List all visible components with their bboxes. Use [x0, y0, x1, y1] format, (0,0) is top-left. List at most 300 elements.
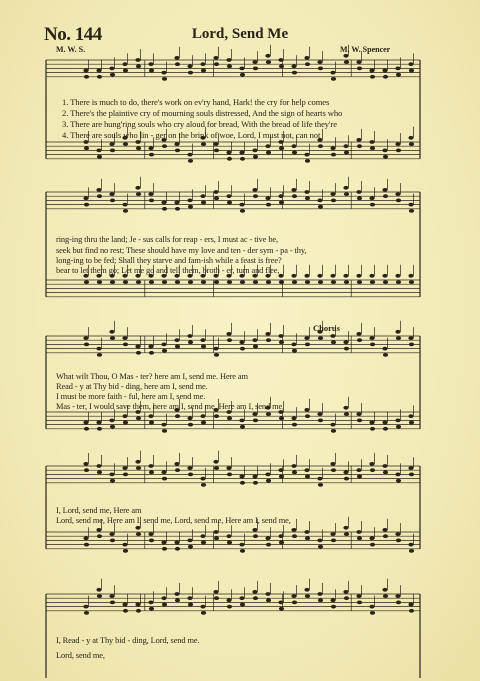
note-head — [136, 466, 141, 470]
note-head — [330, 71, 335, 75]
note-head — [331, 153, 336, 157]
note-head — [201, 280, 206, 284]
note-head — [252, 412, 257, 416]
note-head — [370, 468, 375, 472]
note-head — [304, 588, 309, 592]
note-head — [408, 414, 413, 418]
note-head — [253, 419, 258, 423]
note-head — [304, 468, 309, 472]
note-head — [84, 611, 89, 615]
note-head — [357, 601, 362, 605]
note-head — [278, 58, 283, 62]
note-head — [174, 201, 179, 205]
note-head — [304, 530, 309, 534]
note-head — [149, 470, 154, 474]
note-head — [239, 203, 244, 207]
hymn-title: Lord, Send Me — [191, 26, 289, 42]
note-head — [136, 280, 141, 284]
note-head — [239, 340, 244, 344]
note-head — [109, 330, 114, 334]
note-head — [161, 541, 166, 545]
note-head — [201, 142, 206, 146]
note-head — [304, 408, 309, 412]
note-head — [291, 528, 296, 532]
note-head — [201, 201, 206, 205]
note-head — [96, 588, 101, 592]
verse-line-1: 1. There is much to do, there's work on ev'ry hand, Hark! the cry for help comes — [62, 97, 330, 107]
note-head — [292, 534, 297, 538]
note-head — [357, 67, 362, 71]
note-head — [226, 194, 231, 198]
note-head — [240, 603, 245, 607]
note-head — [149, 280, 154, 284]
note-head — [214, 62, 219, 66]
note-head — [226, 58, 231, 62]
note-head — [369, 462, 374, 466]
note-head — [291, 188, 296, 192]
note-head — [343, 144, 348, 148]
note-head — [383, 75, 388, 79]
note-head — [395, 594, 400, 598]
note-head — [200, 194, 205, 198]
note-head — [174, 541, 179, 545]
note-head — [162, 547, 167, 551]
note-head — [110, 149, 115, 153]
note-head — [318, 144, 323, 148]
note-head — [84, 343, 89, 347]
note-head — [292, 423, 297, 427]
note-head — [96, 69, 101, 73]
note-head — [148, 62, 153, 66]
note-head — [97, 75, 102, 79]
note-head — [330, 598, 335, 602]
note-head — [305, 414, 310, 418]
note-head — [369, 336, 374, 340]
note-head — [214, 414, 219, 418]
note-head — [317, 539, 322, 543]
note-head — [122, 466, 127, 470]
note-head — [96, 421, 101, 425]
note-head — [84, 468, 89, 472]
note-head — [383, 155, 388, 159]
note-head — [331, 77, 336, 81]
note-head — [344, 412, 349, 416]
note-head — [396, 199, 401, 203]
note-head — [213, 56, 218, 60]
note-head — [161, 423, 166, 427]
note-head — [253, 194, 258, 198]
note-head — [344, 192, 349, 196]
note-head — [409, 473, 414, 477]
note-head — [188, 205, 193, 209]
note-head — [148, 414, 153, 418]
note-head — [408, 603, 413, 607]
note-head — [149, 607, 154, 611]
note-head — [213, 142, 218, 146]
note-head — [382, 188, 387, 192]
note-head — [148, 601, 153, 605]
note-head — [226, 598, 231, 602]
note-head — [265, 144, 270, 148]
note-head — [135, 603, 140, 607]
note-head — [370, 146, 375, 150]
note-head — [110, 479, 115, 483]
note-head — [110, 199, 115, 203]
note-head — [110, 601, 115, 605]
verse-line-4: 4. There are souls who lin - ger on the brink of woe, Lord, I must not, can not — [62, 130, 321, 140]
note-head — [370, 203, 375, 207]
note-head — [162, 603, 167, 607]
note-head — [110, 73, 115, 77]
note-head — [330, 334, 335, 338]
note-head — [110, 336, 115, 340]
note-head — [84, 427, 89, 431]
note-head — [227, 157, 232, 161]
note-head — [383, 194, 388, 198]
note-head — [408, 203, 413, 207]
note-head — [253, 67, 258, 71]
note-head — [369, 196, 374, 200]
note-head — [408, 274, 413, 278]
note-head — [136, 532, 141, 536]
note-head — [162, 280, 167, 284]
note-head — [370, 280, 375, 284]
note-head — [279, 280, 284, 284]
note-head — [188, 280, 193, 284]
note-head — [84, 146, 89, 150]
note-head — [148, 532, 153, 536]
note-head — [123, 142, 128, 146]
note-head — [175, 345, 180, 349]
note-head — [214, 353, 219, 357]
note-head — [370, 75, 375, 79]
note-head — [396, 280, 401, 284]
note-head — [344, 60, 349, 64]
note-head — [253, 534, 258, 538]
note-head — [357, 419, 362, 423]
note-head — [136, 351, 141, 355]
note-head — [279, 475, 284, 479]
note-head — [382, 149, 387, 153]
note-head — [291, 64, 296, 68]
note-head — [187, 334, 192, 338]
note-head — [187, 199, 192, 203]
note-head — [396, 479, 401, 483]
note-head — [292, 194, 297, 198]
system3-lyric-1: What wilt Thou, O Mas - ter? here am I, send me. Here am — [56, 372, 248, 381]
note-head — [279, 64, 284, 68]
note-head — [292, 349, 297, 353]
note-head — [344, 347, 349, 351]
system3-lyric-3: I must be more faith - ful, here am I, send me. — [56, 392, 206, 401]
note-head — [343, 470, 348, 474]
system2-lyric-1: ring-ing thru the land; Je - sus calls for reap - ers, I must ac - tive be, — [56, 235, 279, 244]
note-head — [162, 349, 167, 353]
note-head — [344, 151, 349, 155]
note-head — [174, 592, 179, 596]
note-head — [382, 464, 387, 468]
note-head — [317, 60, 322, 64]
note-head — [344, 596, 349, 600]
note-head — [253, 155, 258, 159]
note-head — [408, 543, 413, 547]
note-head — [136, 146, 141, 150]
note-head — [317, 199, 322, 203]
note-head — [188, 423, 193, 427]
note-head — [135, 526, 140, 530]
note-head — [253, 280, 258, 284]
note-head — [318, 67, 323, 71]
note-head — [395, 67, 400, 71]
note-head — [305, 594, 310, 598]
note-head — [291, 144, 296, 148]
note-head — [317, 592, 322, 596]
note-head — [382, 69, 387, 73]
note-head — [83, 605, 88, 609]
note-head — [278, 534, 283, 538]
note-head — [148, 345, 153, 349]
note-head — [161, 470, 166, 474]
note-head — [109, 594, 114, 598]
note-head — [96, 149, 101, 153]
note-head — [83, 536, 88, 540]
note-head — [252, 60, 257, 64]
note-head — [383, 427, 388, 431]
note-head — [369, 274, 374, 278]
note-head — [83, 336, 88, 340]
note-head — [84, 75, 89, 79]
note-head — [304, 190, 309, 194]
system2-lyric-3: long-ing to be fed; Shall they starve and fam-ish while a feast is free? — [56, 256, 282, 265]
note-head — [252, 188, 257, 192]
note-head — [174, 462, 179, 466]
note-head — [305, 62, 310, 66]
note-head — [227, 605, 232, 609]
note-head — [97, 353, 102, 357]
system4-lyric-1: I, Lord, send me, Here am — [56, 506, 142, 515]
note-head — [123, 69, 128, 73]
note-head — [252, 475, 257, 479]
note-head — [318, 336, 323, 340]
note-head — [122, 543, 127, 547]
note-head — [265, 592, 270, 596]
note-head — [304, 274, 309, 278]
note-head — [97, 280, 102, 284]
note-head — [356, 138, 361, 142]
note-head — [356, 530, 361, 534]
note-head — [83, 421, 88, 425]
note-head — [265, 332, 270, 336]
note-head — [304, 336, 309, 340]
note-head — [408, 466, 413, 470]
note-head — [136, 609, 141, 613]
note-head — [356, 412, 361, 416]
note-head — [84, 203, 89, 207]
note-head — [396, 336, 401, 340]
note-head — [97, 155, 102, 159]
note-head — [136, 64, 141, 68]
note-head — [395, 330, 400, 334]
note-head — [370, 427, 375, 431]
note-head — [304, 153, 309, 157]
note-head — [252, 149, 257, 153]
system3-lyric-2: Read - y at Thy bid - ding, here am I, send me. — [56, 382, 208, 391]
note-head — [370, 343, 375, 347]
note-head — [83, 462, 88, 466]
note-head — [357, 196, 362, 200]
note-head — [253, 481, 258, 485]
note-head — [214, 280, 219, 284]
note-head — [227, 541, 232, 545]
note-head — [343, 590, 348, 594]
note-head — [240, 481, 245, 485]
note-head — [318, 205, 323, 209]
note-head — [396, 601, 401, 605]
note-head — [175, 149, 180, 153]
note-head — [279, 201, 284, 205]
note-head — [135, 345, 140, 349]
note-head — [109, 419, 114, 423]
note-head — [84, 280, 89, 284]
note-head — [331, 429, 336, 433]
note-head — [135, 140, 140, 144]
note-head — [291, 464, 296, 468]
note-head — [162, 77, 167, 81]
note-head — [188, 159, 193, 163]
note-head — [123, 343, 128, 347]
note-head — [149, 539, 154, 543]
note-head — [278, 140, 283, 144]
note-head — [409, 209, 414, 213]
system3-lyric-4: Mas - ter, I would save them, here am I, send me. Here am I, send me, — [56, 402, 285, 411]
note-head — [174, 56, 179, 60]
note-head — [240, 157, 245, 161]
note-head — [201, 541, 206, 545]
note-head — [292, 280, 297, 284]
note-head — [382, 274, 387, 278]
note-head — [265, 54, 270, 58]
note-head — [187, 466, 192, 470]
note-head — [226, 534, 231, 538]
note-head — [331, 539, 336, 543]
note-head — [266, 280, 271, 284]
note-head — [253, 345, 258, 349]
note-head — [213, 460, 218, 464]
note-head — [331, 340, 336, 344]
note-head — [187, 596, 192, 600]
note-head — [148, 146, 153, 150]
note-head — [213, 590, 218, 594]
note-head — [226, 151, 231, 155]
note-head — [162, 207, 167, 211]
note-head — [253, 596, 258, 600]
note-head — [343, 186, 348, 190]
note-head — [162, 477, 167, 481]
note-head — [265, 473, 270, 477]
note-head — [240, 425, 245, 429]
note-head — [318, 598, 323, 602]
note-head — [291, 594, 296, 598]
note-head — [266, 60, 271, 64]
note-head — [305, 475, 310, 479]
note-head — [357, 144, 362, 148]
note-head — [239, 543, 244, 547]
note-head — [292, 470, 297, 474]
note-head — [318, 545, 323, 549]
note-head — [356, 190, 361, 194]
note-head — [161, 596, 166, 600]
note-head — [369, 69, 374, 73]
note-head — [239, 475, 244, 479]
note-head — [175, 280, 180, 284]
note-head — [369, 536, 374, 540]
note-head — [239, 67, 244, 71]
note-head — [148, 192, 153, 196]
note-head — [357, 338, 362, 342]
note-head — [149, 421, 154, 425]
note-head — [109, 67, 114, 71]
note-head — [266, 479, 271, 483]
note-head — [330, 462, 335, 466]
note-head — [343, 526, 348, 530]
note-head — [109, 532, 114, 536]
note-head — [122, 336, 127, 340]
note-head — [97, 594, 102, 598]
note-head — [265, 536, 270, 540]
note-head — [395, 419, 400, 423]
note-head — [356, 332, 361, 336]
note-head — [395, 473, 400, 477]
note-head — [409, 421, 414, 425]
staff-lines — [46, 60, 420, 678]
note-head — [83, 196, 88, 200]
note-head — [214, 536, 219, 540]
note-head — [382, 347, 387, 351]
note-head — [343, 274, 348, 278]
note-head — [408, 336, 413, 340]
note-head — [409, 69, 414, 73]
note-head — [292, 601, 297, 605]
note-head — [148, 464, 153, 468]
note-head — [356, 594, 361, 598]
note-head — [331, 280, 336, 284]
note-head — [226, 466, 231, 470]
note-head — [240, 73, 245, 77]
note-head — [305, 536, 310, 540]
note-head — [396, 539, 401, 543]
note-head — [175, 598, 180, 602]
note-head — [356, 468, 361, 472]
note-head — [187, 539, 192, 543]
note-head — [382, 421, 387, 425]
note-head — [278, 468, 283, 472]
note-head — [188, 71, 193, 75]
note-head — [188, 473, 193, 477]
note-head — [110, 425, 115, 429]
note-head — [149, 199, 154, 203]
note-head — [344, 280, 349, 284]
note-head — [370, 543, 375, 547]
note-head — [252, 338, 257, 342]
note-head — [97, 194, 102, 198]
note-head — [292, 71, 297, 75]
note-head — [226, 332, 231, 336]
note-head — [162, 144, 167, 148]
verse-line-2: 2. There's the plaintive cry of mourning souls distressed, And the sign of hearts who — [62, 108, 343, 118]
note-head — [162, 429, 167, 433]
note-head — [175, 62, 180, 66]
note-head — [227, 201, 232, 205]
